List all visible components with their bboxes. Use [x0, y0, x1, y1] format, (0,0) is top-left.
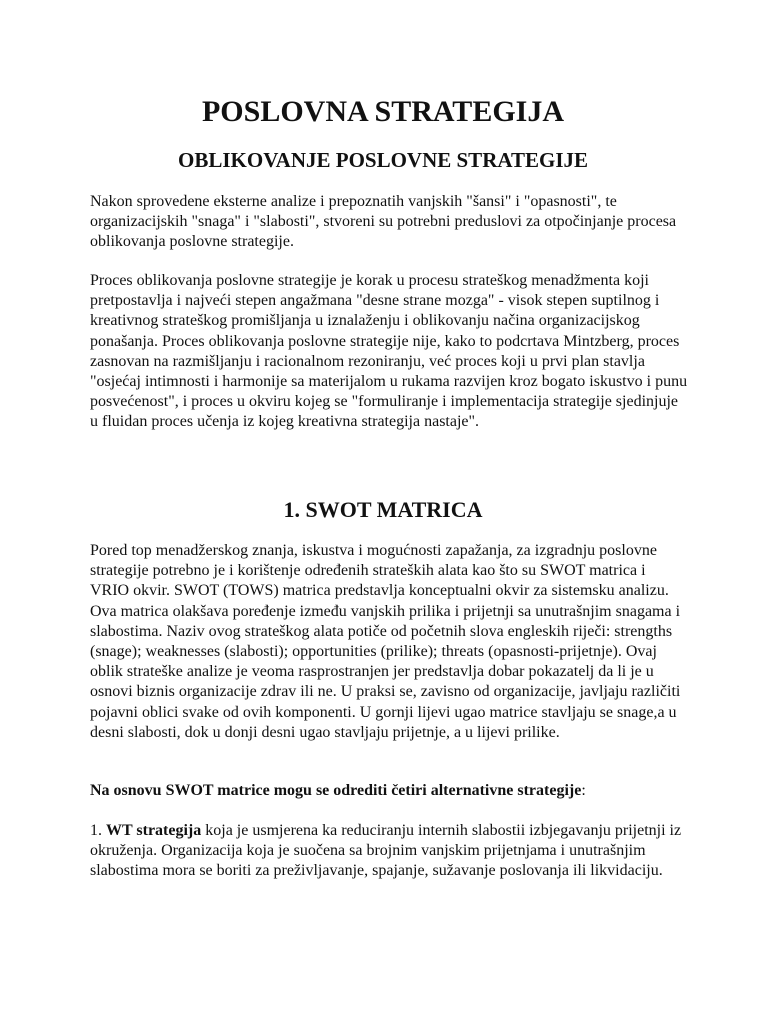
document-title: POSLOVNA STRATEGIJA [201, 95, 565, 128]
strategies-intro-colon: : [581, 782, 586, 799]
swot-paragraph: Pored top menadžerskog znanja, iskustva i mogućnosti zapažanja, za izgradnju poslovne strategije potrebno je i korištenje određenih strateških alata kao što su SWOT matrica i VRIO okvir. SWOT (TOWS) matrica predstavlja konceptualni okvir za sistemsku analizu. Ova matrica olakšava poređenje između vanjskih prilika i prijetnji sa unutrašnjim snagama i slabostima. Naziv ovog strateškog alata potiče od početnih slova engleskih riječi: strengths (snage); weaknesses (slabosti); opportunities (prilike); threats (opasnosti-prijetnje). Ovaj oblik strateške analize je veoma rasprostranjen jer predstavlja dobar pokazatelj da li je u osnovi biznis organizacije zdrav ili ne. U praksi se, zavisno od organizacije, javljaju različiti pojavni oblici svake od ovih komponenti. U gornji lijevi ugao matrice stavljaju se snage,a u desni slabosti, dok u donji desni ugao stavljaju prijetnje, a u lijevi prilike. [90, 542, 681, 741]
intro-paragraph: Nakon sprovedene eksterne analize i prepoznatih vanjskih "šansi" i "opasnosti", te organizacijskih "snaga" i "slabosti", stvoreni su potrebni preduslovi za otpočinjanje procesa oblikovanja poslovne strategije. [90, 193, 677, 251]
wt-strategy-paragraph [90, 821, 688, 882]
strategies-intro-bold: Na osnovu SWOT matrice mogu se odrediti četiri alternativne strategije [90, 782, 582, 799]
wt-strategy-label: WT strategija [106, 822, 202, 839]
document-subtitle: OBLIKOVANJE POSLOVNE STRATEGIJE [178, 148, 588, 172]
section-heading-swot: 1. SWOT MATRICA [283, 497, 483, 522]
process-paragraph: Proces oblikovanja poslovne strategije je korak u procesu strateškog menadžmenta koji pretpostavlja i najveći stepen angažmana "desne strane mozga" - visok stepen suptilnog i kreativnog strateškog promišljanja u iznalaženju i oblikovanju načina organizacijskog ponašanja. Proces oblikovanja poslovne strategije nije, kako to podcrtava Mintzberg, proces zasnovan na razmišljanju i racionalnom rezoniranju, već proces koji u prvi plan stavlja "osjećaj intimnosti i harmonije sa materijalom u rukama razvijen kroz bogato iskustvo i punu posvećenost", i proces u okviru kojeg se "formuliranje i implementacija strategije sjedinjuje u fluidan proces učenja iz kojeg kreativna strategija nastaje". [90, 272, 688, 431]
strategies-intro [90, 781, 688, 801]
wt-number: 1. [90, 822, 106, 839]
wt-strategy-text: koja je usmjerena ka reduciranju internih slabostii izbjegavanju prijetnji iz okruženja. Organizacija koja je suočena sa brojnim vanjskim prijetnjama i unutrašnjim slabostima mora se boriti za preživljavanje, spajanje, sužavanje poslovanja ili likvidaciju. [90, 822, 682, 880]
